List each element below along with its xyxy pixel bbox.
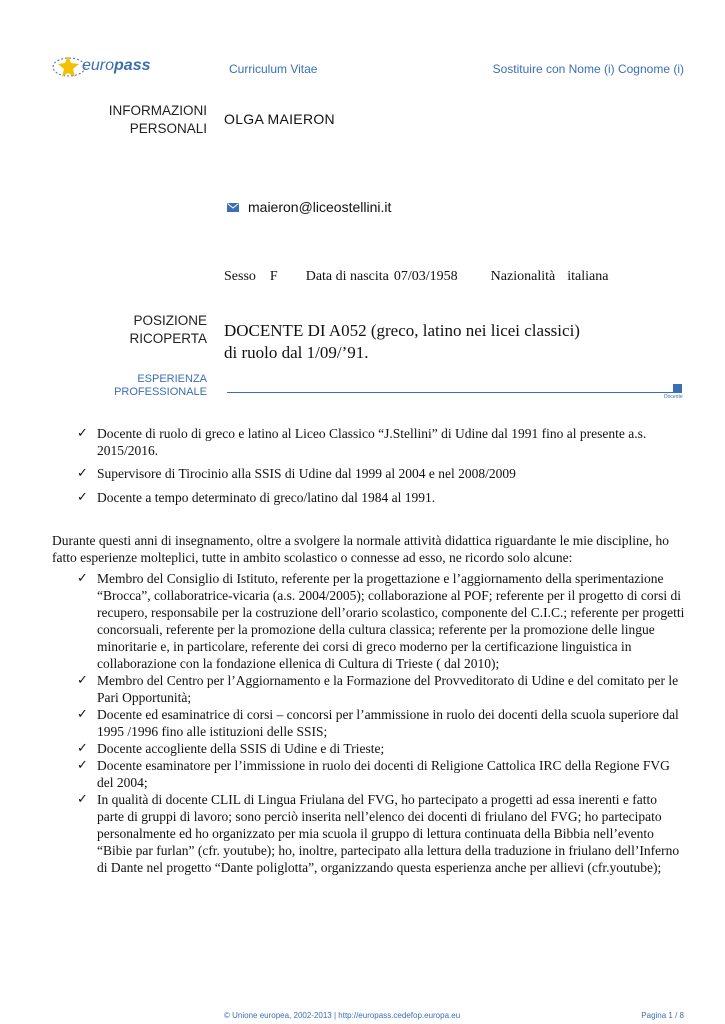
checkmark-icon: ✓ xyxy=(77,571,88,586)
list-item-text: In qualità di docente CLIL di Lingua Friulana del FVG, ho partecipato a progetti ad essa inerenti e fatto parte di gruppi di lavoro; sono perciò inserita nell’elenco dei docenti di friulano del FVG; ho partecipato personalmente ed ho organizzato per mia scuola il gruppo di lettura continuata della Bibbia nell’evento “Bibie par furlan” (cfr. youtube); ho, inoltre, partecipato alla lettura della traduzione in friulano dell’Inferno di Dante nel progetto “Dante poliglotta”, organizzando questa esperienza anche per allievi (cfr.youtube); xyxy=(97,792,680,875)
position-description xyxy=(224,320,580,364)
label-line: INFORMAZIONI xyxy=(108,103,207,118)
logo-euro: euro xyxy=(82,57,115,74)
list-item-text: Docente a tempo determinato di greco/latino dal 1984 al 1991. xyxy=(97,489,436,505)
list-item xyxy=(77,490,697,507)
checkmark-icon: ✓ xyxy=(77,673,88,688)
list-item xyxy=(77,791,687,876)
checkmark-icon: ✓ xyxy=(77,426,88,441)
section-tiny-label: Docente xyxy=(664,394,683,400)
label-line: ESPERIENZA xyxy=(137,373,207,385)
person-name: OLGA MAIERON xyxy=(224,111,335,127)
list-item-text: Docente accogliente della SSIS di Udine e di Trieste; xyxy=(97,741,385,756)
birth-date-value: 07/03/1958 xyxy=(393,269,458,284)
document-type-label: Curriculum Vitae xyxy=(229,62,318,76)
position-line: di ruolo dal 1/09/’91. xyxy=(224,343,369,362)
personal-details xyxy=(224,269,608,285)
birth-date-label: Data di nascita xyxy=(305,269,389,284)
label-line: POSIZIONE xyxy=(133,313,207,328)
section-label-experience xyxy=(114,373,207,399)
europass-wordmark xyxy=(82,57,151,75)
list-item xyxy=(77,740,687,757)
checkmark-icon: ✓ xyxy=(77,792,88,807)
activities-list xyxy=(77,570,687,876)
activities-intro: Durante questi anni di insegnamento, oltre a svolgere la normale attività didattica riguardante le mie discipline, ho fatto esperienze molteplici, tutte in ambito scolastico o connesse ad esso, ne ricordo solo alcune: xyxy=(52,533,670,565)
europass-star-icon xyxy=(52,52,86,82)
page-number: Pagina 1 / 8 xyxy=(641,1011,684,1020)
sex-label: Sesso xyxy=(224,269,256,284)
section-label-personal-info xyxy=(109,102,207,138)
list-item xyxy=(77,757,687,791)
nationality-value: italiana xyxy=(567,269,609,284)
position-line: DOCENTE DI A052 (greco, latino nei licei classici) xyxy=(224,321,580,340)
label-line: PERSONALI xyxy=(129,121,207,136)
checkmark-icon: ✓ xyxy=(77,758,88,773)
envelope-icon xyxy=(227,203,239,212)
checkmark-icon: ✓ xyxy=(77,489,88,505)
list-item-text: Membro del Consiglio di Istituto, referente per la progettazione e l’aggiornamento della sperimentazione “Brocca”, collaboratrice-vicaria (a.s. 2004/2005); collaborazione al POF; referente per il progetto di corsi di recupero, responsabile per la costruzione dell’orario scolastico, componente del C.I.C.; referente per progetti concorsuali, referente per la promozione della cultura classica; referente per la promozione delle lingue minoritarie e, in particolare, referente dei corsi di greco moderno per la certificazione linguistica in collaborazione con la fondazione ellenica di Cultura di Trieste ( dal 2010); xyxy=(97,571,685,671)
list-item xyxy=(77,426,697,459)
list-item xyxy=(77,672,687,706)
list-item-text: Docente ed esaminatrice di corsi – concorsi per l’ammissione in ruolo dei docenti della scuola superiore dal 1995 /1996 fino alle istituzioni delle SSIS; xyxy=(97,707,679,739)
checkmark-icon: ✓ xyxy=(77,741,88,756)
list-item-text: Docente di ruolo di greco e latino al Liceo Classico “J.Stellini” di Udine dal 1991 fino al presente a.s. 2015/2016. xyxy=(97,426,647,458)
sex-value: F xyxy=(269,269,278,284)
logo-pass: pass xyxy=(114,57,151,74)
checkmark-icon: ✓ xyxy=(77,707,88,722)
label-line: PROFESSIONALE xyxy=(114,386,207,398)
section-marker xyxy=(673,384,682,393)
checkmark-icon: ✓ xyxy=(77,466,88,481)
section-label-position xyxy=(129,312,207,348)
list-item-text: Supervisore di Tirocinio alla SSIS di Udine dal 1999 al 2004 e nel 2008/2009 xyxy=(97,466,516,481)
label-line: RICOPERTA xyxy=(129,331,207,346)
nationality-label: Nazionalità xyxy=(490,269,556,284)
email-link[interactable]: maieron@liceostellini.it xyxy=(248,199,392,215)
email-row xyxy=(227,199,391,215)
list-item xyxy=(77,466,697,483)
list-item xyxy=(77,570,687,672)
footer-copyright: © Unione europea, 2002-2013 | http://europass.cedefop.europa.eu xyxy=(224,1011,461,1020)
list-item-text: Docente esaminatore per l’immissione in ruolo dei docenti di Religione Cattolica IRC della Regione FVG del 2004; xyxy=(97,758,670,790)
list-item-text: Membro del Centro per l’Aggiornamento e la Formazione del Provveditorato di Udine e del comitato per le Pari Opportunità; xyxy=(97,673,679,705)
experience-list xyxy=(77,426,697,513)
section-divider xyxy=(227,392,682,393)
list-item xyxy=(77,706,687,740)
name-placeholder-label: Sostituire con Nome (i) Cognome (i) xyxy=(492,62,684,76)
